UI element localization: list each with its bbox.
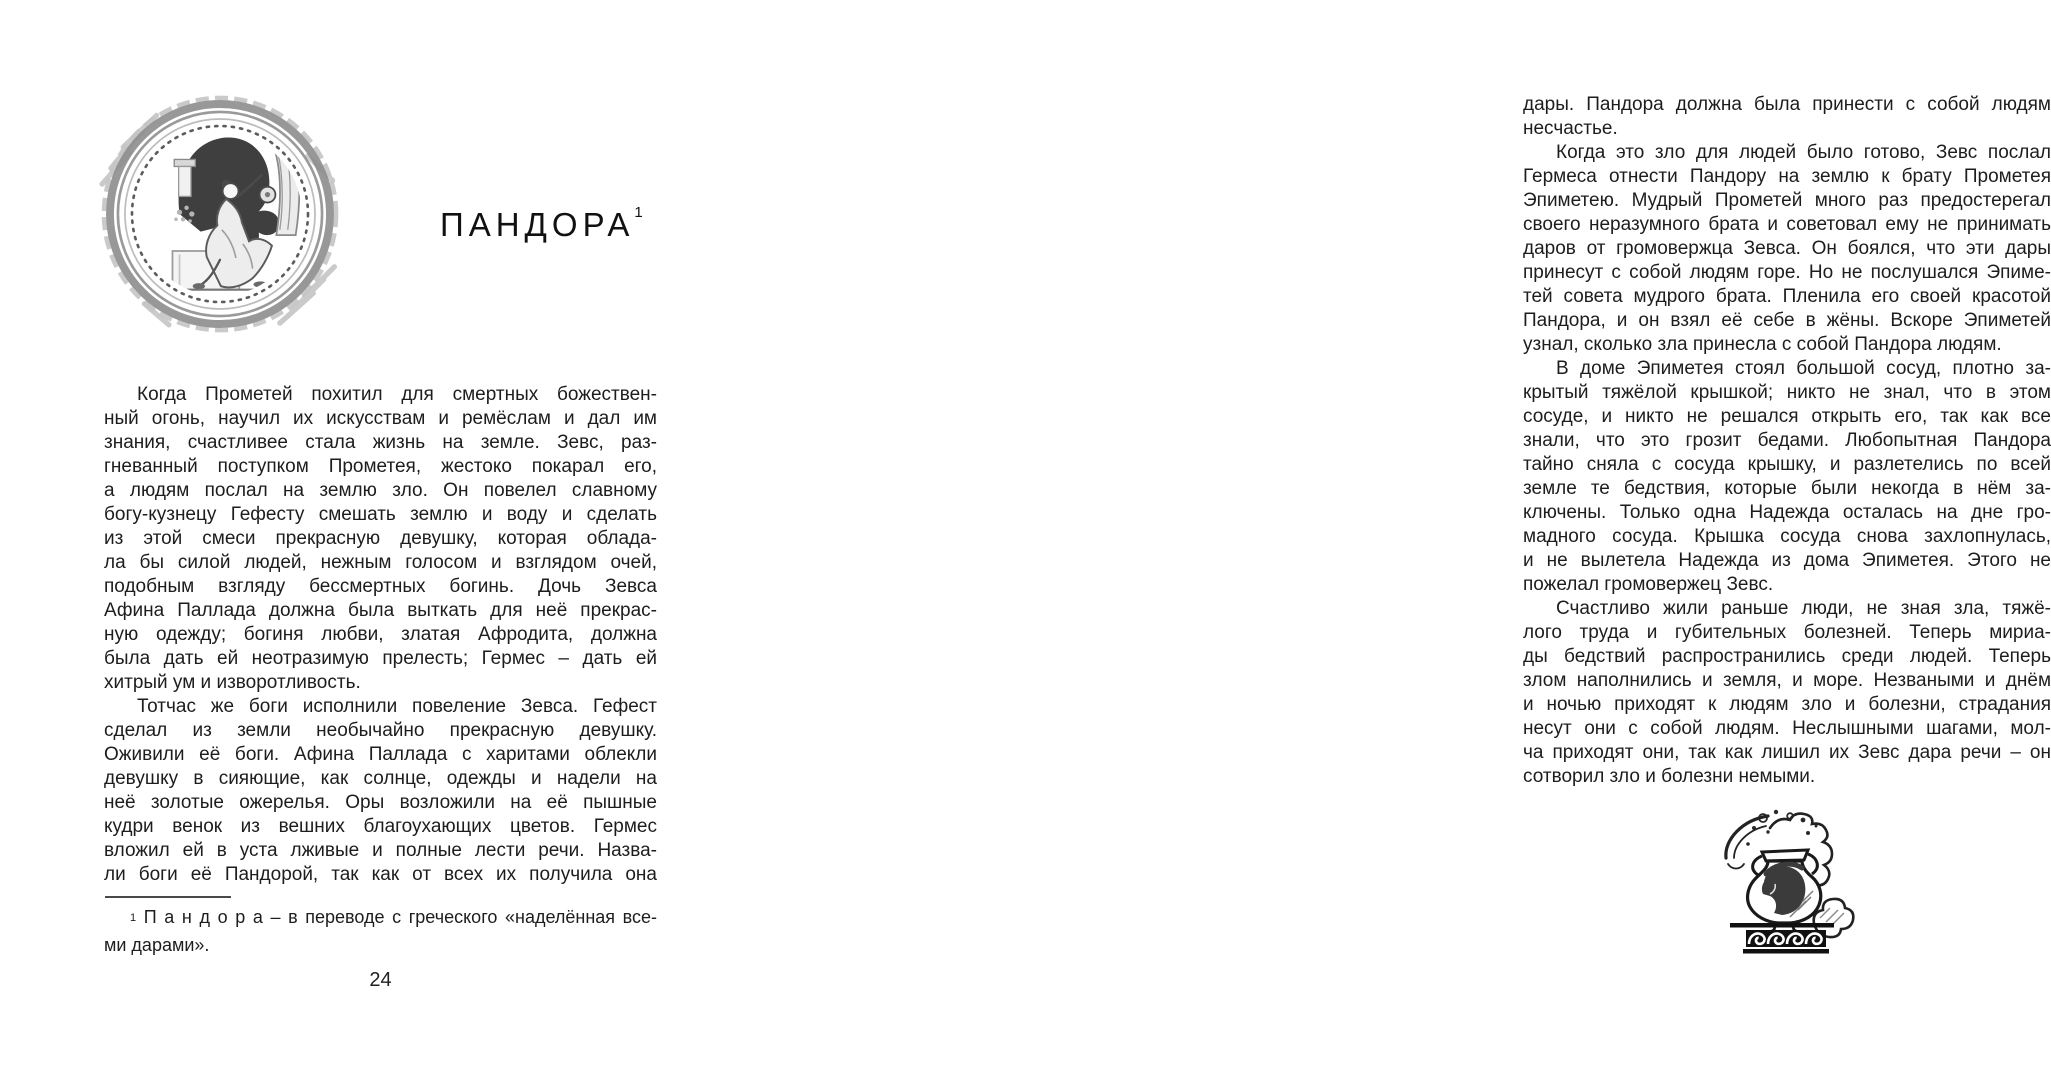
text-line: несут они с собой людям. Неслышными шагами, мол-	[1523, 718, 2051, 739]
text-line: Гермеса отнести Пандору на землю к брату Прометея	[1523, 166, 2051, 187]
left-page-text	[104, 383, 657, 887]
text-line: ный огонь, научил их искусствам и ремёслам и дал им	[104, 408, 657, 429]
text-line: лого труда и губительных болезней. Теперь мириа-	[1523, 622, 2051, 643]
left-page	[0, 0, 720, 1080]
text-line: злом наполнились и земля, и море. Незваными и днём	[1523, 670, 2051, 691]
footnote-rule	[105, 896, 231, 898]
text-line: была дать ей неотразимую прелесть; Гермес – дать ей	[104, 648, 657, 669]
amphora-illustration	[1718, 806, 1848, 956]
text-line: сделал из земли необычайно прекрасную девушку.	[104, 720, 657, 741]
text-line: дары. Пандора должна была принести с собой людям	[1523, 94, 2051, 115]
paragraph	[1523, 357, 2051, 597]
text-line: Когда Прометей похитил для смертных божествен-	[137, 384, 657, 405]
paragraph	[1523, 141, 2051, 357]
text-line: несчастье.	[1523, 118, 1618, 139]
text-line: ла бы силой людей, нежным голосом и взглядом очей,	[104, 552, 657, 573]
text-line: гневанный поступком Прометея, жестоко покарал его,	[104, 456, 657, 477]
text-line: из этой смеси прекрасную девушку, которая облада-	[104, 528, 657, 549]
text-line: вложил ей в уста лживые и полные лести речи. Назва-	[104, 840, 657, 861]
text-line: ча приходят они, так как лишил их Зевс дара речи – он	[1523, 742, 2051, 763]
text-line: земле те бедствия, которые были некогда в нём за-	[1523, 478, 2051, 499]
text-line: Пандора, и он взял её себе в жёны. Вскоре Эпиметей	[1523, 310, 2051, 331]
right-page	[720, 0, 2051, 1080]
text-line: богу-кузнецу Гефесту смешать землю и воду и сделать	[104, 504, 657, 525]
text-line: Эпиметею. Мудрый Прометей много раз предостерегал	[1523, 190, 2051, 211]
pandora-medallion-illustration	[88, 80, 352, 348]
text-line: ды бедствий распространились среди людей. Теперь	[1523, 646, 2051, 667]
footnote-mark: 1	[130, 912, 137, 924]
text-line: сотворил зло и болезни немыми.	[1523, 766, 1816, 787]
text-line: знания, счастливее стала жизнь на земле. Зевс, раз-	[104, 432, 657, 453]
text-line: Счастливо жили раньше люди, не зная зла, тяжё-	[1556, 598, 2051, 619]
text-line: своего неразумного брата и советовал ему не принимать	[1523, 214, 2051, 235]
text-line: знали, что это грозит бедами. Любопытная Пандора	[1523, 430, 2051, 451]
text-line: даров от громовержца Зевса. Он боялся, что эти дары	[1523, 238, 2051, 259]
text-line: принесут с собой людям горе. Но не послушался Эпиме-	[1523, 262, 2051, 283]
chapter-title	[440, 206, 643, 244]
text-line: и ночью приходят к людям зло и болезни, страдания	[1523, 694, 2051, 715]
text-line: ную одежду; богиня любви, златая Афродита, должна	[104, 624, 657, 645]
title-footnote-mark: 1	[634, 204, 643, 221]
right-page-text	[1523, 93, 2051, 789]
text-line: подобным взгляду бессмертных богинь. Дочь Зевса	[104, 576, 657, 597]
text-line: ли боги её Пандорой, так как от всех их получила она	[104, 864, 657, 885]
text-line: мадного сосуда. Крышка сосуда снова захлопнулась,	[1523, 526, 2051, 547]
text-line: Афина Паллада должна была выткать для неё прекрас-	[104, 600, 657, 621]
text-line: сосуде, и никто не решался открыть его, так как все	[1523, 406, 2051, 427]
paragraph	[104, 383, 657, 695]
footnote-line: $^1$ П а н д о р а – в переводе с греческого «наделённая все-	[130, 907, 657, 927]
text-line: крытый тяжёлой крышкой; никто не знал, что в этом	[1523, 382, 2051, 403]
text-line: пожелал громовержец Зевс.	[1523, 574, 1774, 595]
text-line: девушку в сияющие, как солнце, одежды и надели на	[104, 768, 657, 789]
text-line: а людям послал на землю зло. Он повелел славному	[104, 480, 657, 501]
text-line: Когда это зло для людей было готово, Зевс послал	[1556, 142, 2051, 163]
paragraph	[1523, 597, 2051, 789]
text-line: тей совета мудрого брата. Пленила его своей красотой	[1523, 286, 2051, 307]
text-line: кудри венок из вешних благоухающих цветов. Гермес	[104, 816, 657, 837]
text-line: и не вылетела Надежда из дома Эпиметея. Этого не	[1523, 550, 2051, 571]
text-line: узнал, сколько зла принесла с собой Пандора людям.	[1523, 334, 2002, 355]
paragraph	[104, 695, 657, 887]
page-number: 24	[369, 969, 392, 991]
text-line: В доме Эпиметея стоял большой сосуд, плотно за-	[1556, 358, 2051, 379]
paragraph	[1523, 93, 2051, 141]
footnote	[104, 903, 657, 959]
text-line: ключены. Только одна Надежда осталась на дне гро-	[1523, 502, 2051, 523]
chapter-title-text: ПАНДОРА	[440, 206, 635, 243]
text-line: неё золотые ожерелья. Оры возложили на её пышные	[104, 792, 657, 813]
text-line: тайно сняла с сосуда крышку, и разлетелись по всей	[1523, 454, 2051, 475]
text-line: хитрый ум и изворотливость.	[104, 672, 361, 693]
text-line: Тотчас же боги исполнили повеление Зевса. Гефест	[137, 696, 657, 717]
text-line: Оживили её боги. Афина Паллада с харитами облекли	[104, 744, 657, 765]
footnote-line: ми дарами».	[104, 935, 210, 955]
